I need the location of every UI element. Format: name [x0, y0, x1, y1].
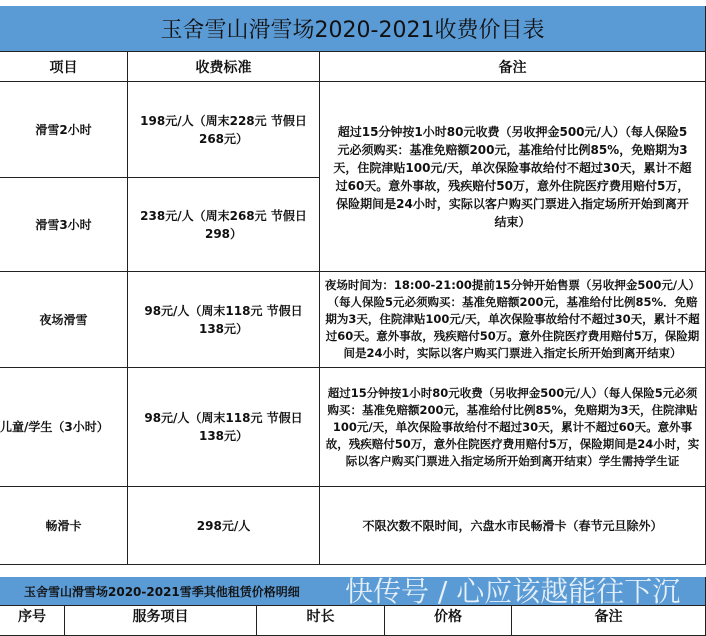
row-price: 238元/人（周末268元 节假日298）: [128, 178, 320, 272]
row-note: 超过15分钟按1小时80元收费（另收押金500元/人）（每人保险5元必须购买：基准免赔额200元，基准给付比例85%，免赔期为3天，住院津贴100元/天，单次保险事故给付不超过30天，累计不超过60天。意外事故，残疾赔付50万，意外住院医疗费用赔付5万，保险期间是24小时，实际以客户购买门票进入指定场所开始到离开结束）学生需持学生证: [320, 368, 706, 487]
header2-price: 价格: [385, 606, 512, 636]
section-title: [0, 577, 706, 606]
row-item: 夜场滑雪: [0, 272, 128, 368]
header-item: 项目: [0, 52, 128, 82]
row-item: 儿童/学生（3小时）: [0, 368, 128, 487]
row-item: 滑雪3小时: [0, 178, 128, 272]
row-price: 98元/人（周末118元 节假日138元）: [128, 272, 320, 368]
section-title-text: 玉舍雪山滑雪场2020-2021雪季其他租赁价格明细: [24, 584, 300, 599]
row-price: 198元/人（周末228元 节假日268元）: [128, 82, 320, 178]
row-item: 畅滑卡: [0, 487, 128, 565]
header2-service: 服务项目: [65, 606, 257, 636]
page-title: 玉舍雪山滑雪场2020-2021收费价目表: [0, 6, 706, 52]
header-price: 收费标准: [128, 52, 320, 82]
row-note-merged: 超过15分钟按1小时80元收费（另收押金500元/人）（每人保险5元必须购买：基准免赔额200元，基准给付比例85%，免赔期为3天，住院津贴100元/天，单次保险事故给付不超过30天，累计不超过60天。意外事故，残疾赔付50万，意外住院医疗费用赔付5万，保险期间是24小时，实际以客户购买门票进入指定场所开始到离开结束）: [320, 82, 706, 272]
watermark: 快传号 / 心应该越能往下沉: [345, 575, 681, 608]
row-item: 滑雪2小时: [0, 82, 128, 178]
row-price: 98元/人（周末118元 节假日138元）: [128, 368, 320, 487]
header2-duration: 时长: [257, 606, 385, 636]
header2-no: 序号: [0, 606, 65, 636]
row-price: 298元/人: [128, 487, 320, 565]
header2-note: 备注: [512, 606, 706, 636]
row-note: 不限次数不限时间，六盘水市民畅滑卡（春节元旦除外）: [320, 487, 706, 565]
row-note: 夜场时间为：18:00-21:00提前15分钟开始售票（另收押金500元/人）（每人保险5元必须购买：基准免赔额200元，基准给付比例85%．免赔期为3天，住院津贴100元/天，单次保险事故给付不超过30天，累计不超过60天。意外事故，残疾赔付50万。意外住院医疗费用赔付5万，保险期间是24小时，实际以客户购买门票进入指定长所开始到离开结束）: [320, 272, 706, 368]
header-note: 备注: [320, 52, 706, 82]
